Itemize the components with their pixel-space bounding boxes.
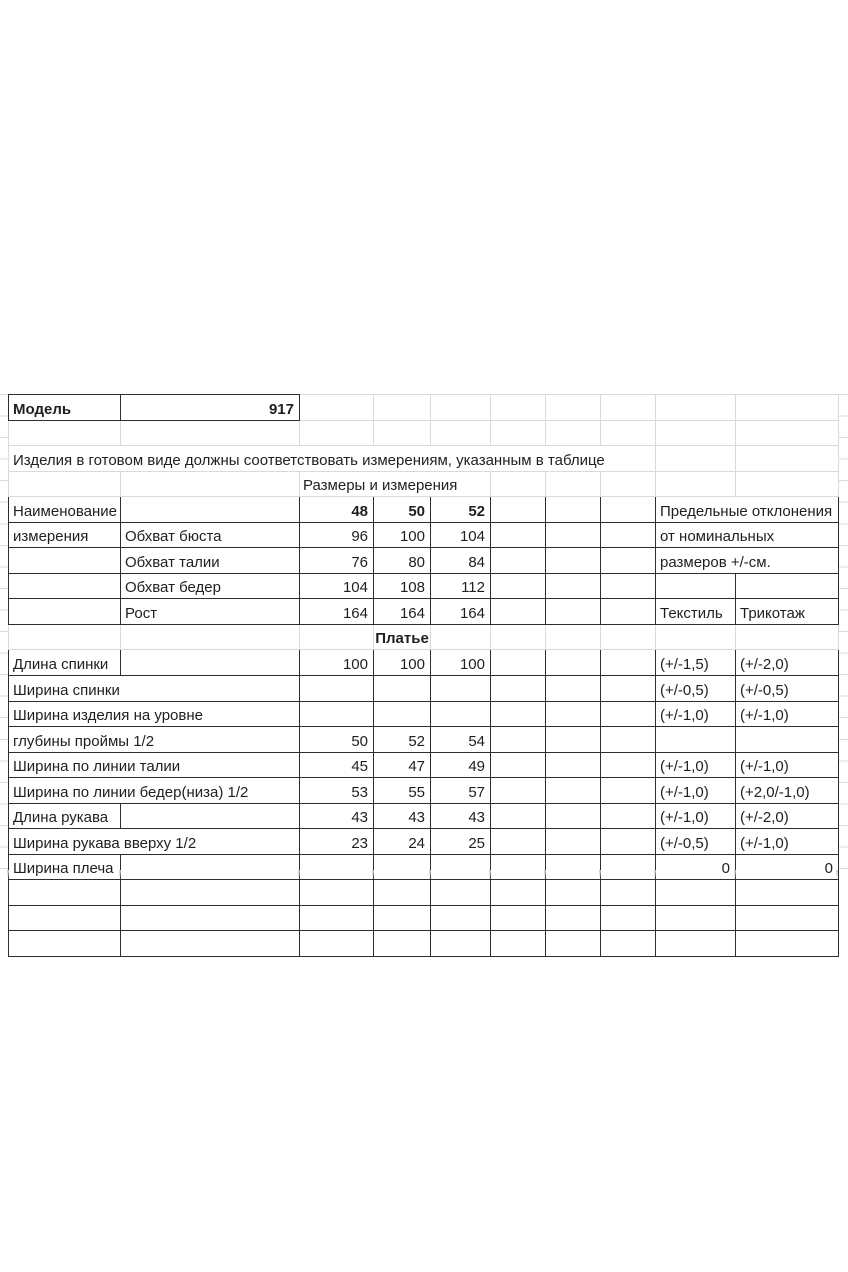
table-cell (9, 880, 121, 906)
gridline-stub (119, 870, 121, 879)
tolerance-knit: (+/-0,5) (736, 676, 839, 702)
size-value: 112 (431, 573, 491, 599)
table-cell (491, 854, 546, 880)
table-cell (431, 880, 491, 906)
size-value: 104 (300, 573, 374, 599)
table-cell (491, 395, 546, 421)
size-value: 43 (431, 803, 491, 829)
size-value: 24 (374, 829, 431, 855)
table-cell (736, 573, 839, 599)
table-row (9, 727, 839, 753)
table-cell (121, 854, 300, 880)
gridline-strip-left (0, 394, 8, 869)
table-cell (736, 624, 839, 650)
table-row (9, 420, 839, 446)
table-row (9, 676, 839, 702)
table-cell (300, 624, 374, 650)
table-cell (491, 778, 546, 804)
table-cell (9, 931, 121, 957)
tolerance-knit: (+2,0/-1,0) (736, 778, 839, 804)
size-value: 100 (300, 650, 374, 676)
size-col-header: 52 (431, 497, 491, 523)
size-value: 108 (374, 573, 431, 599)
table-cell (374, 931, 431, 957)
size-value: 43 (374, 803, 431, 829)
table-row (9, 446, 839, 472)
row-label: Обхват бедер (121, 573, 300, 599)
table-row (9, 803, 839, 829)
table-cell (300, 905, 374, 931)
size-value: 23 (300, 829, 374, 855)
table-cell (601, 880, 656, 906)
table-cell (736, 420, 839, 446)
table-row (9, 599, 839, 625)
size-value: 100 (374, 522, 431, 548)
tolerance-textile (656, 727, 736, 753)
size-value: 104 (431, 522, 491, 548)
table-cell (546, 573, 601, 599)
table-cell (121, 880, 300, 906)
table-cell (546, 624, 601, 650)
gridline-strip-right (838, 394, 848, 869)
tolerance-textile: 0 (656, 854, 736, 880)
table-cell (491, 522, 546, 548)
table-cell (656, 446, 736, 472)
tolerance-textile: (+/-0,5) (656, 676, 736, 702)
size-value: 49 (431, 752, 491, 778)
table-cell (491, 701, 546, 727)
table-cell (546, 420, 601, 446)
table-cell (431, 395, 491, 421)
table-cell (656, 931, 736, 957)
table-cell (491, 420, 546, 446)
tolerance-knit: (+/-1,0) (736, 829, 839, 855)
table-cell (546, 752, 601, 778)
size-value: 164 (300, 599, 374, 625)
intro-text: Изделия в готовом виде должны соответствовать измерениям, указанным в таблице (9, 446, 656, 472)
size-value (374, 676, 431, 702)
size-value (431, 854, 491, 880)
table-cell (546, 522, 601, 548)
table-cell (736, 471, 839, 497)
table-row (9, 905, 839, 931)
gridline-stub (836, 870, 838, 879)
table-cell (736, 395, 839, 421)
table-cell (491, 752, 546, 778)
row-label: Ширина по линии бедер(низа) 1/2 (9, 778, 300, 804)
gridline-stub (654, 870, 656, 879)
table-cell (491, 573, 546, 599)
table-cell (546, 676, 601, 702)
table-cell (601, 599, 656, 625)
table-cell (374, 420, 431, 446)
size-value: 25 (431, 829, 491, 855)
row-label: Длина рукава (9, 803, 121, 829)
material-header-knit: Трикотаж (736, 599, 839, 625)
table-cell (601, 905, 656, 931)
table-row (9, 497, 839, 523)
table-cell (656, 471, 736, 497)
table-cell (491, 880, 546, 906)
table-cell (374, 905, 431, 931)
table-cell (601, 624, 656, 650)
size-value: 43 (300, 803, 374, 829)
tolerance-textile: (+/-1,0) (656, 701, 736, 727)
table-cell (601, 854, 656, 880)
gridline-stub (7, 870, 9, 879)
table-cell (491, 497, 546, 523)
table-row (9, 931, 839, 957)
table-row (9, 854, 839, 880)
table-cell (736, 931, 839, 957)
size-value: 54 (431, 727, 491, 753)
size-value (431, 701, 491, 727)
table-cell (9, 548, 121, 574)
size-col-header: 48 (300, 497, 374, 523)
table-cell (601, 752, 656, 778)
tolerance-knit (736, 727, 839, 753)
table-cell (601, 471, 656, 497)
table-cell (601, 548, 656, 574)
row-label: Ширина по линии талии (9, 752, 300, 778)
table-cell (491, 650, 546, 676)
table-cell (9, 471, 121, 497)
tolerance-textile: (+/-0,5) (656, 829, 736, 855)
row-label: Ширина рукава вверху 1/2 (9, 829, 300, 855)
table-cell (736, 905, 839, 931)
table-cell (300, 420, 374, 446)
size-value: 100 (431, 650, 491, 676)
table-cell (491, 829, 546, 855)
table-row (9, 829, 839, 855)
tolerance-knit: (+/-1,0) (736, 701, 839, 727)
table-cell (601, 420, 656, 446)
table-row (9, 548, 839, 574)
table-cell (601, 803, 656, 829)
table-cell (546, 880, 601, 906)
tolerance-knit: (+/-1,0) (736, 752, 839, 778)
size-value: 52 (374, 727, 431, 753)
table-cell (374, 880, 431, 906)
size-value: 100 (374, 650, 431, 676)
size-value: 96 (300, 522, 374, 548)
gridline-stub (544, 870, 546, 879)
table-cell (9, 624, 121, 650)
table-cell (491, 727, 546, 753)
table-cell (546, 599, 601, 625)
table-cell (546, 905, 601, 931)
table-cell (121, 803, 300, 829)
tolerance-textile: (+/-1,5) (656, 650, 736, 676)
table-cell (546, 778, 601, 804)
table-cell (601, 395, 656, 421)
size-value: 164 (431, 599, 491, 625)
size-value: 47 (374, 752, 431, 778)
table-cell (601, 829, 656, 855)
table-cell (431, 905, 491, 931)
table-cell (374, 395, 431, 421)
gridline-stub (429, 870, 431, 879)
table-cell (601, 497, 656, 523)
table-cell (431, 420, 491, 446)
size-value (300, 701, 374, 727)
tolerance-note-line2: от номинальных (656, 522, 839, 548)
table-row (9, 471, 839, 497)
tolerance-knit: 0 (736, 854, 839, 880)
table-cell (491, 803, 546, 829)
table-cell (9, 599, 121, 625)
gridline-stub (489, 870, 491, 879)
size-col-header: 50 (374, 497, 431, 523)
table-row (9, 624, 839, 650)
table-cell (601, 701, 656, 727)
size-value (300, 676, 374, 702)
size-value: 45 (300, 752, 374, 778)
table-cell (121, 471, 300, 497)
table-cell (656, 395, 736, 421)
size-value: 76 (300, 548, 374, 574)
table-cell (656, 420, 736, 446)
table-cell (431, 931, 491, 957)
row-label: Обхват бюста (121, 522, 300, 548)
size-value (374, 854, 431, 880)
material-header-textile: Текстиль (656, 599, 736, 625)
row-label: глубины проймы 1/2 (9, 727, 300, 753)
gridline-stub (372, 870, 374, 879)
table-cell (491, 624, 546, 650)
model-value-cell: 917 (121, 395, 300, 421)
table-cell (656, 573, 736, 599)
tolerance-knit: (+/-2,0) (736, 650, 839, 676)
row-label: Ширина изделия на уровне (9, 701, 300, 727)
table-row (9, 778, 839, 804)
table-cell (9, 420, 121, 446)
name-header-line2: измерения (9, 522, 121, 548)
table-cell (300, 880, 374, 906)
table-cell (546, 395, 601, 421)
table-cell (491, 676, 546, 702)
size-value: 53 (300, 778, 374, 804)
table-cell (546, 701, 601, 727)
table-cell (121, 905, 300, 931)
size-value (431, 676, 491, 702)
table-cell (601, 573, 656, 599)
table-cell (546, 829, 601, 855)
size-value (300, 854, 374, 880)
model-label-cell: Модель (9, 395, 121, 421)
table-cell (601, 676, 656, 702)
table-row (9, 573, 839, 599)
row-label: Ширина спинки (9, 676, 300, 702)
tolerance-note-line3: размеров +/-см. (656, 548, 839, 574)
table-cell (491, 471, 546, 497)
table-cell (601, 650, 656, 676)
table-row (9, 395, 839, 421)
row-label: Ширина плеча (9, 854, 121, 880)
gridline-stub (734, 870, 736, 879)
gridline-stub (599, 870, 601, 879)
table-cell (601, 522, 656, 548)
table-cell (546, 854, 601, 880)
table-cell (656, 880, 736, 906)
tolerance-note-line1: Предельные отклонения (656, 497, 839, 523)
table-cell (121, 650, 300, 676)
table-cell (546, 650, 601, 676)
table-row (9, 752, 839, 778)
tolerance-textile: (+/-1,0) (656, 778, 736, 804)
sizes-caption: Размеры и измерения (300, 471, 491, 497)
table-cell (546, 471, 601, 497)
table-cell (656, 624, 736, 650)
table-cell (491, 931, 546, 957)
table-cell (300, 931, 374, 957)
size-value: 84 (431, 548, 491, 574)
table-cell (9, 905, 121, 931)
table-row (9, 650, 839, 676)
table-cell (300, 395, 374, 421)
table-cell (546, 548, 601, 574)
size-value: 57 (431, 778, 491, 804)
table-cell (121, 931, 300, 957)
table-cell (736, 446, 839, 472)
size-value (374, 701, 431, 727)
table-cell (121, 497, 300, 523)
table-cell (546, 727, 601, 753)
size-value: 164 (374, 599, 431, 625)
section-title: Платье (374, 624, 431, 650)
tolerance-knit: (+/-2,0) (736, 803, 839, 829)
table-cell (9, 573, 121, 599)
row-label: Длина спинки (9, 650, 121, 676)
gridline-stub (298, 870, 300, 879)
table-row (9, 701, 839, 727)
table-cell (546, 497, 601, 523)
row-label: Обхват талии (121, 548, 300, 574)
name-header-line1: Наименование (9, 497, 121, 523)
size-value: 50 (300, 727, 374, 753)
table-cell (491, 548, 546, 574)
spreadsheet-table (8, 394, 839, 957)
size-value: 55 (374, 778, 431, 804)
table-cell (546, 803, 601, 829)
table-cell (601, 727, 656, 753)
table-cell (601, 931, 656, 957)
table-row (9, 880, 839, 906)
table-cell (491, 905, 546, 931)
table-cell (121, 624, 300, 650)
table-cell (431, 624, 491, 650)
size-value: 80 (374, 548, 431, 574)
table-cell (491, 599, 546, 625)
table-cell (121, 420, 300, 446)
table-cell (736, 880, 839, 906)
row-label: Рост (121, 599, 300, 625)
table-row (9, 522, 839, 548)
table-cell (546, 931, 601, 957)
tolerance-textile: (+/-1,0) (656, 803, 736, 829)
table-cell (656, 905, 736, 931)
table-cell (601, 778, 656, 804)
tolerance-textile: (+/-1,0) (656, 752, 736, 778)
